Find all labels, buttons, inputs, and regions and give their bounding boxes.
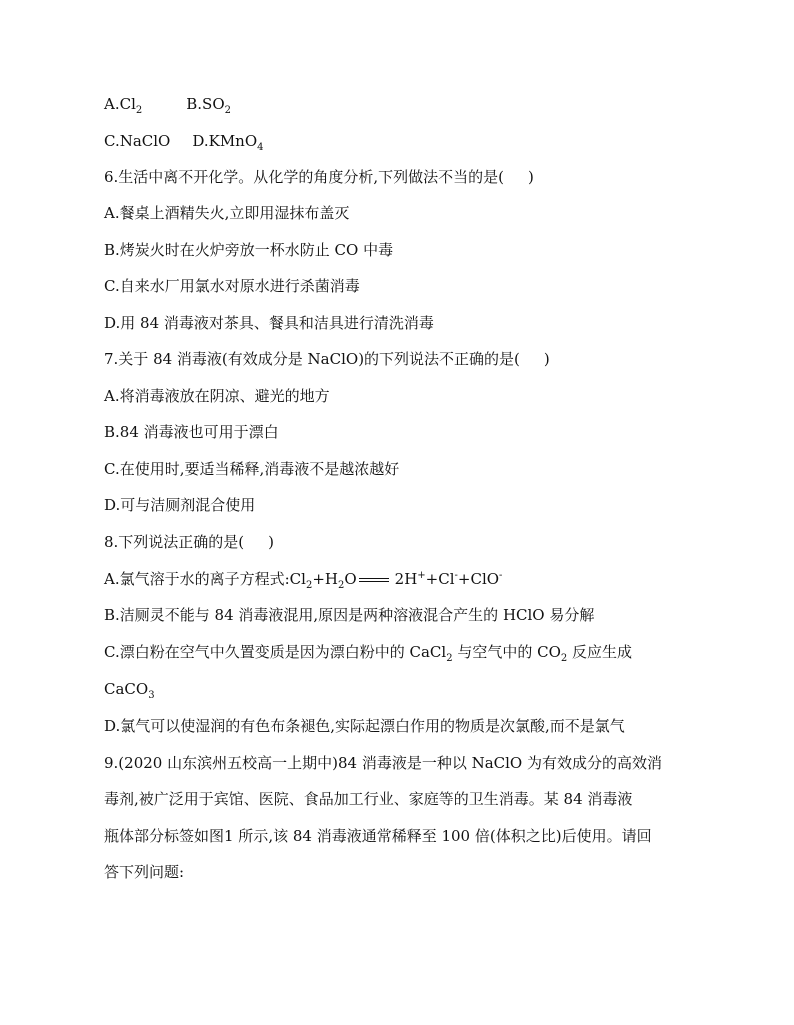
q5-options-row-1 [104, 93, 231, 115]
q6-stem: 6.生活中离不开化学。从化学的角度分析,下列做法不当的是( ) [104, 168, 534, 186]
q5-option-c: C.NaClO [104, 132, 171, 150]
q8-option-a: A.氯气溶于水的离子方程式$:Cl_2+H_2O$ 2H++Cl-+ClO- [104, 570, 503, 591]
q8-stem: 8.下列说法正确的是( ) [104, 533, 275, 551]
q6-option-a: A.餐桌上酒精失火,立即用湿抹布盖灭 [104, 204, 350, 222]
equilibrium-sign [359, 578, 389, 582]
q8-option-b: B.洁厕灵不能与 84 消毒液混用,原因是两种溶液混合产生的 HClO 易分解 [104, 606, 595, 624]
q8-option-c-continued: CaCO$_3$ [104, 680, 155, 701]
q6-option-d: D.用 84 消毒液对茶具、餐具和洁具进行清洗消毒 [104, 314, 434, 332]
q5-option-a: $A.Cl_2$ [104, 95, 143, 116]
q9-line-1: 9.(2020 山东滨州五校高一上期中)84 消毒液是一种以 NaClO 为有效成分的高效消 [104, 754, 662, 772]
q5-option-d: D.KMnO$_4$ [192, 132, 264, 153]
q8-option-c: C.漂白粉在空气中久置变质是因为漂白粉中的 CaCl$_2$ 与空气中的 $CO_2$ 反应生成 [104, 643, 633, 664]
q7-option-b: B.84 消毒液也可用于漂白 [104, 423, 279, 441]
q5-option-b: $B.SO_2$ [186, 95, 231, 116]
q9-line-4: 答下列问题: [104, 863, 185, 881]
q7-option-d: D.可与洁厕剂混合使用 [104, 496, 256, 514]
q7-stem: 7.关于 84 消毒液(有效成分是 NaClO)的下列说法不正确的是( ) [104, 350, 550, 368]
q6-option-b: B.烤炭火时在火炉旁放一杯水防止 CO 中毒 [104, 241, 394, 259]
q7-option-a: A.将消毒液放在阴凉、避光的地方 [104, 387, 330, 405]
q7-option-c: C.在使用时,要适当稀释,消毒液不是越浓越好 [104, 460, 400, 478]
q8-option-d: D.氯气可以使湿润的有色布条褪色,实际起漂白作用的物质是次氯酸,而不是氯气 [104, 717, 625, 735]
q9-line-2: 毒剂,被广泛用于宾馆、医院、食品加工行业、家庭等的卫生消毒。某 84 消毒液 [104, 790, 633, 808]
q9-line-3: 瓶体部分标签如图1 所示,该 84 消毒液通常稀释至 100 倍(体积之比)后使用。请回 [104, 827, 652, 845]
q6-option-c: C.自来水厂用氯水对原水进行杀菌消毒 [104, 277, 360, 295]
q5-options-row-2 [104, 130, 264, 152]
